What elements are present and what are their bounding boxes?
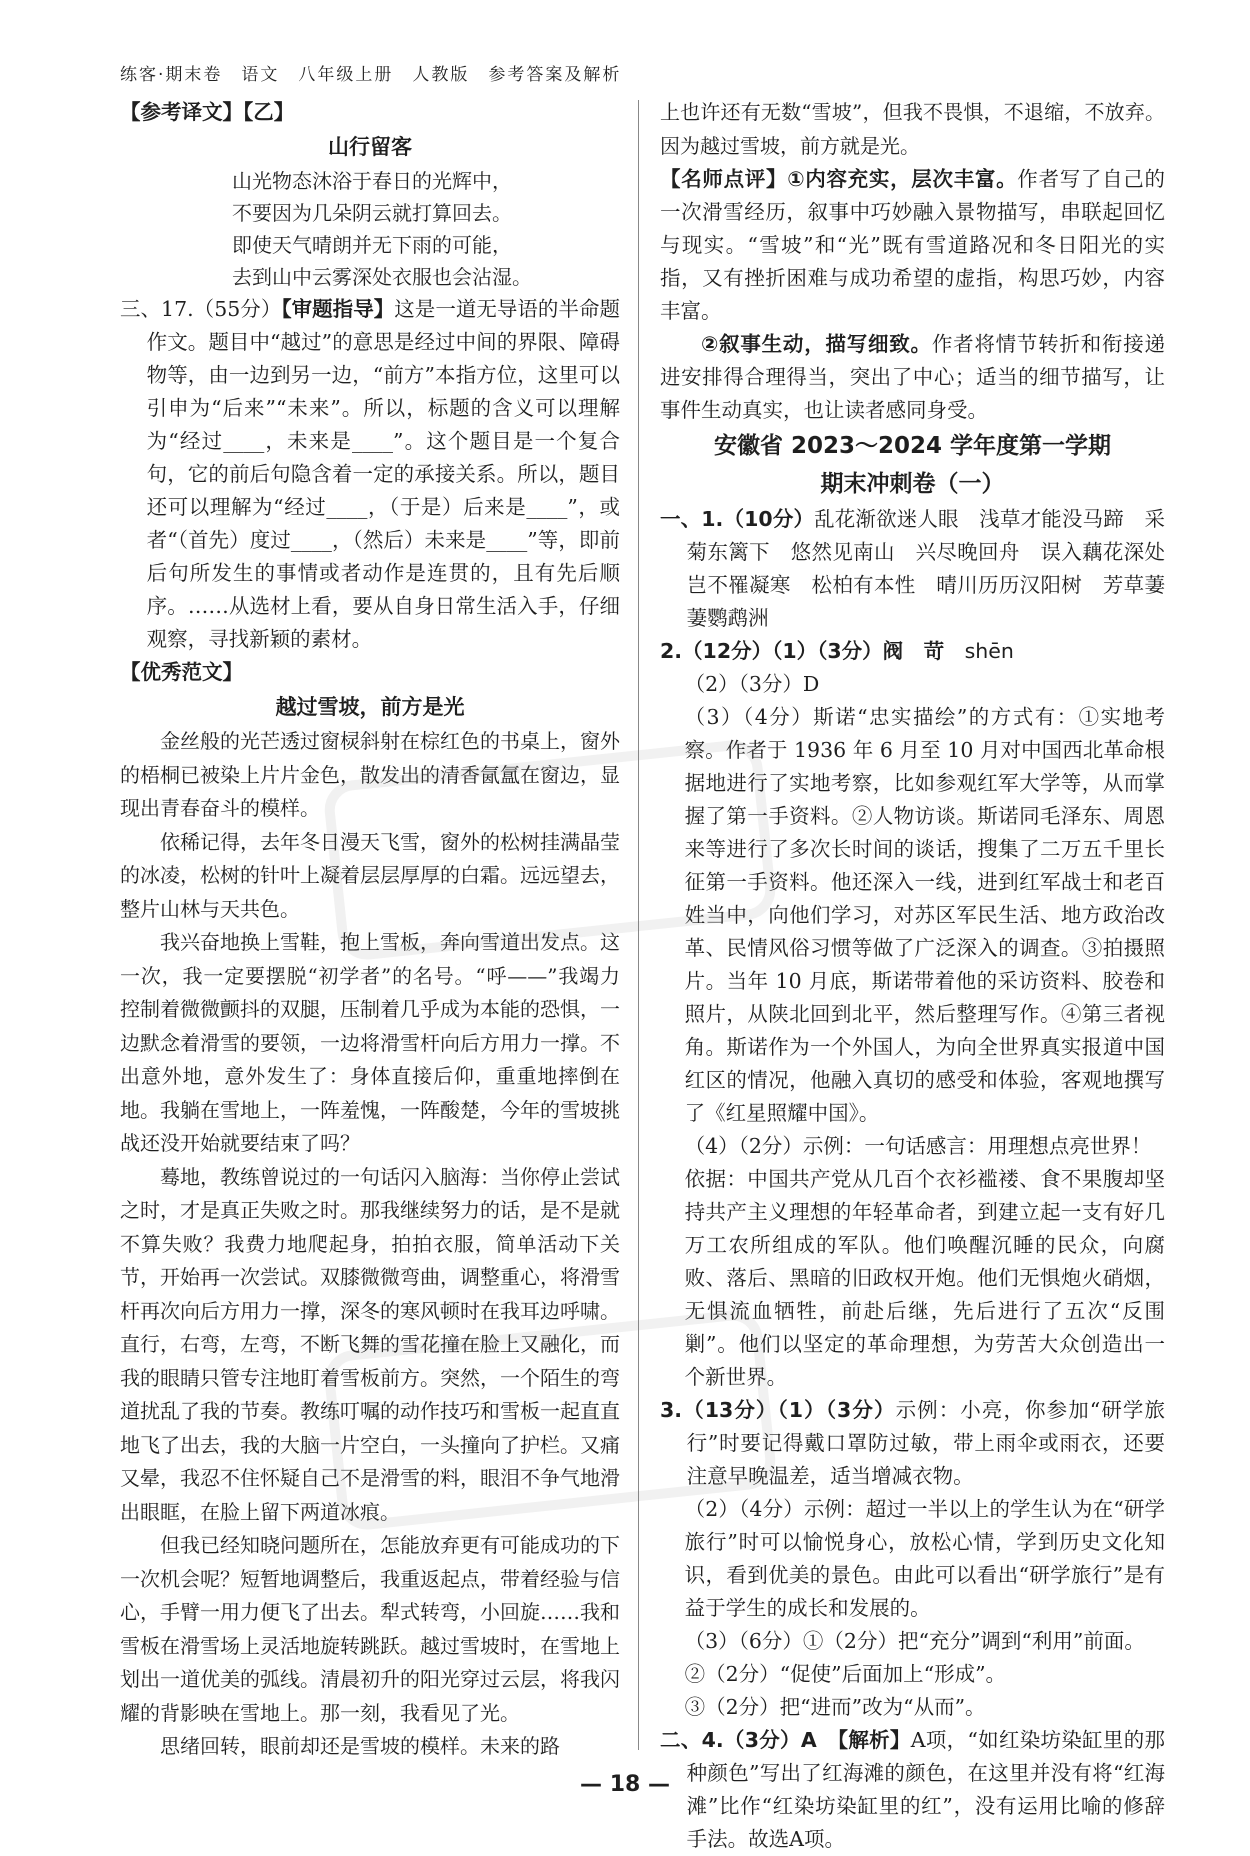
review-text-1: 作者写了自己的一次滑雪经历，叙事中巧妙融入景物描写，串联起回忆与现实。“雪坡”和“光”既有雪道路况和冬日阳光的实指，又有挫折困难与成功希望的虚指，构思巧妙，内容丰富。 <box>660 167 1166 323</box>
page-number: — 18 — <box>580 1772 670 1797</box>
q3-answer <box>660 1394 1165 1493</box>
q4-text: A项，“如红染坊染缸里的那种颜色”写出了红海滩的颜色，在这里并没有将“红海滩”比作“红染坊染缸里的红”，没有运用比喻的修辞手法。故选A项。 <box>686 1728 1165 1851</box>
exam-heading: 安徽省 2023～2024 学年度第一学期 <box>713 433 1112 459</box>
q2-answer <box>660 635 1165 668</box>
q1-answer <box>660 503 1186 635</box>
essay-paragraph: 依稀记得，去年冬日漫天飞雪，窗外的松树挂满晶莹的冰凌，松树的针叶上凝着层层厚厚的白霜。远远望去，整片山林与天共色。 <box>120 829 620 921</box>
left-column <box>120 96 620 1764</box>
model-essay <box>120 725 620 1764</box>
q3-part-3b: ②（2分）“促使”后面加上“形成”。 <box>684 1662 1007 1686</box>
q2-part-4: （4）（2分）示例：一句话感言：用理想点亮世界！ <box>684 1134 1152 1158</box>
q1-text: 乱花渐欲迷人眼 浅草才能没马蹄 采菊东篱下 悠然见南山 兴尽晚回舟 误入藕花深处 岂不罹凝寒 松柏有本性 晴川历历汉阳树 芳草萋萋鹦鹉洲 <box>686 507 1186 630</box>
guidance-tag: 【审题指导】 <box>281 297 395 321</box>
q3-part-3: （3）（6分）①（2分）把“充分”调到“利用”前面。 <box>684 1629 1145 1653</box>
poem-line: 山光物态沐浴于春日的光辉中， <box>232 169 512 193</box>
teacher-review-2 <box>660 328 1165 427</box>
column-divider <box>638 100 639 1750</box>
translation-tag: 【参考译文】【乙】 <box>120 100 295 124</box>
review-point-2: ②叙事生动，描写细致。 <box>701 332 932 356</box>
essay-continuation <box>660 96 1165 163</box>
essay-paragraph: 我兴奋地换上雪鞋，抱上雪板，奔向雪道出发点。这一次，我一定要摆脱“初学者”的名号。“呼——”我竭力控制着微微颤抖的双腿，压制着几乎成为本能的恐惧，一边默念着滑雪的要领，一边将滑雪杆向后方用力一撑。不出意外地，意外发生了：身体直接后仰，重重地摔倒在地。我躺在雪地上，一阵羞愧，一阵酸楚，今年的雪坡挑战还没开始就要结束了吗？ <box>120 930 620 1155</box>
review-tag: 【名师点评】 <box>660 167 788 191</box>
q2-number: 2.（12分）（1）（3分）阀 苛 <box>660 639 965 663</box>
q3-part-2: （2）（4分）示例：超过一半以上的学生认为在“研学旅行”时可以愉悦身心，放松心情，学到历史文化知识，看到优美的景色。由此可以看出“研学旅行”是有益于学生的成长和发展的。 <box>684 1497 1165 1620</box>
poem-title: 山行留客 <box>328 135 412 159</box>
poem-translation <box>120 165 620 293</box>
poem-line: 不要因为几朵阴云就打算回去。 <box>232 201 512 225</box>
q3-number: 3.（13分）（1）（3分） <box>660 1398 896 1422</box>
q2-part-3: （3）（4分）斯诺“忠实描绘”的方式有：①实地考察。作者于 1936 年 6 月至 10 月对中国西北革命根据地进行了实地考察，比如参观红军大学等，从而掌握了第一手资料。②人物访谈。斯诺同毛泽东、周恩来等进行了多次长时间的谈话，搜集了二万五千里长征第一手资料。他还深入一线，进到红军战士和老百姓当中，向他们学习，对苏区军民生活、地方政治改革、民情风俗习惯等做了广泛深入的调查。③拍摄照片。当年 10 月底，斯诺带着他的采访资料、胶卷和照片，从陕北回到北平，然后整理写作。④第三者视角。斯诺作为一个外国人，为向全世界真实报道中国红区的情况，他融入真切的感受和体验，客观地撰写了《红星照耀中国》。 <box>684 705 1165 1125</box>
guidance-text: 这是一道无导语的半命题作文。题目中“越过”的意思是经过中间的界限、障碍物等，由一边到另一边，“前方”本指方位，这里可以引申为“后来”“未来”。所以，标题的含义可以理解为“经过____，未来是____”。这个题目是一个复合句，它的前后句隐含着一定的承接关系。所以，题目还可以理解为“经过____，（于是）后来是____”，或者“（首先）度过____，（然后）未来是____”等，即前后句所发生的事情或者动作是连贯的，且有先后顺序。……从选材上看，要从自身日常生活入手，仔细观察，寻找新颖的素材。 <box>146 297 621 651</box>
q2-pinyin: shēn <box>964 639 1014 663</box>
review-point-1: ①内容充实，层次丰富。 <box>787 167 1018 191</box>
running-head: 练客·期末卷 语文 八年级上册 人教版 参考答案及解析 <box>120 65 622 85</box>
q3-text-1: 示例：小亮，你参加“研学旅行”时要记得戴口罩防过敏，带上雨伞或雨衣，还要注意早晚温差，适当增减衣物。 <box>686 1398 1165 1488</box>
exam-subheading: 期末冲刺卷（一） <box>820 471 1005 497</box>
q4-number: 二、4.（3分）A <box>660 1728 838 1752</box>
poem-line: 即使天气晴朗并无下雨的可能， <box>232 233 512 257</box>
q1-number: 一、1.（10分） <box>660 507 815 531</box>
review-text-2: 作者将情节转折和衔接递进安排得合理得当，突出了中心；适当的细节描写，让事件生动真实，也让读者感同身受。 <box>660 332 1165 422</box>
q2-part-2: （2）（3分）D <box>684 672 820 696</box>
model-essay-tag: 【优秀范文】 <box>120 660 243 684</box>
essay-paragraph: 思绪回转，眼前却还是雪坡的模样。未来的路 <box>160 1734 560 1758</box>
right-column <box>660 96 1186 1856</box>
essay-paragraph: 金丝般的光芒透过窗棂斜射在棕红色的书桌上，窗外的梧桐已被染上片片金色，散发出的清香氤氲在窗边，显现出青春奋斗的模样。 <box>120 729 620 820</box>
q17-guidance <box>120 293 620 656</box>
essay-paragraph: 蓦地，教练曾说过的一句话闪入脑海：当你停止尝试之时，才是真正失败之时。那我继续努力的话，是不是就不算失败？我费力地爬起身，拍拍衣服，简单活动下关节，开始再一次尝试。双膝微微弯曲，调整重心，将滑雪杆再次向后方用力一撑，深冬的寒风顿时在我耳边呼啸。直行，右弯，左弯，不断飞舞的雪花撞在脸上又融化，而我的眼睛只管专注地盯着雪板前方。突然，一个陌生的弯道扰乱了我的节奏。教练叮嘱的动作技巧和雪板一起直直地飞了出去，我的大脑一片空白，一头撞向了护栏。又痛又晕，我忍不住怀疑自己不是滑雪的料，眼泪不争气地滑出眼眶，在脸上留下两道冰痕。 <box>120 1164 620 1524</box>
essay-title: 越过雪坡，前方是光 <box>275 695 465 719</box>
essay-paragraph: 但我已经知晓问题所在，怎能放弃更有可能成功的下一次机会呢？短暂地调整后，我重返起点，带着经验与信心，手臂一用力便飞了出去。犁式转弯，小回旋……我和雪板在滑雪场上灵活地旋转跳跃。越过雪坡时，在雪地上划出一道优美的弧线。清晨初升的阳光穿过云层，将我闪耀的背影映在雪地上。那一刻，我看见了光。 <box>120 1533 620 1725</box>
poem-line: 去到山中云雾深处衣服也会沾湿。 <box>232 265 532 289</box>
essay-paragraph: 上也许还有无数“雪坡”，但我不畏惧，不退缩，不放弃。因为越过雪坡，前方就是光。 <box>660 100 1165 158</box>
analysis-tag: 【解析】 <box>837 1728 911 1752</box>
q2-part-4-basis: 依据：中国共产党从几百个衣衫褴褛、食不果腹却坚持共产主义理想的年轻革命者，到建立起一支有好几万工农所组成的军队。他们唤醒沉睡的民众，向腐败、落后、黑暗的旧政权开炮。他们无惧炮火硝烟，无惧流血牺牲，前赴后继，先后进行了五次“反围剿”。他们以坚定的革命理想，为劳苦大众创造出一个新世界。 <box>684 1167 1165 1389</box>
teacher-review <box>660 163 1165 328</box>
q3-part-3c: ③（2分）把“进而”改为“从而”。 <box>684 1695 986 1719</box>
q17-number: 三、17.（55分） <box>120 297 282 321</box>
